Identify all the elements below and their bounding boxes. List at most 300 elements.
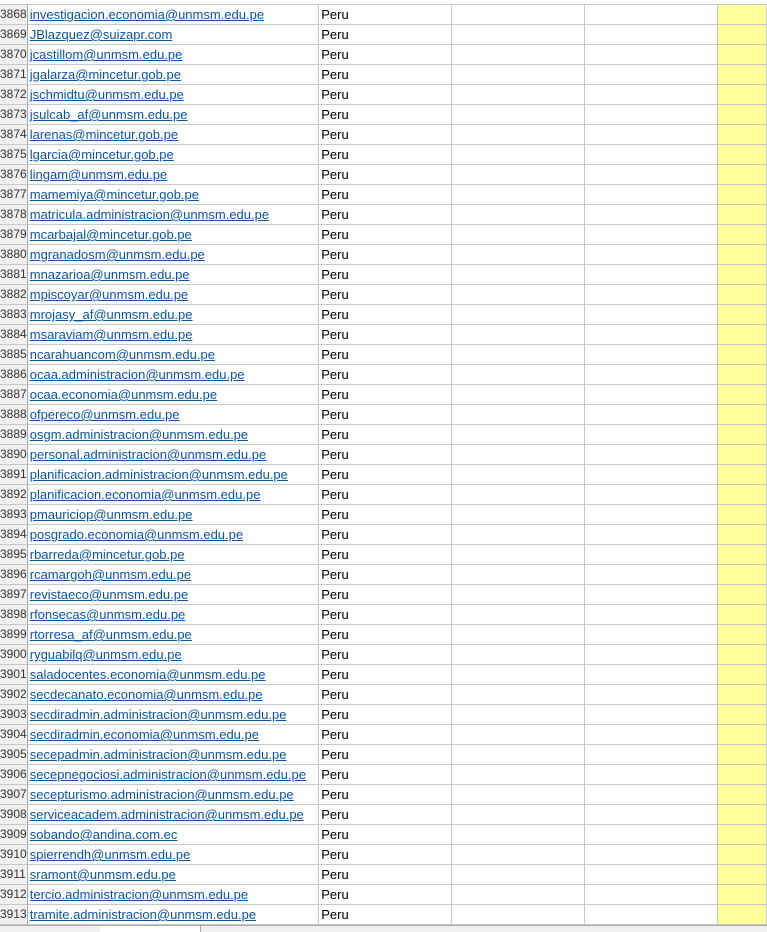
country-cell[interactable]: Peru	[319, 745, 452, 765]
country-cell[interactable]: Peru	[319, 125, 452, 145]
email-cell[interactable]	[28, 485, 319, 505]
country-cell[interactable]: Peru	[319, 85, 452, 105]
empty-cell[interactable]	[452, 585, 585, 605]
highlighted-cell[interactable]	[718, 845, 767, 865]
email-link[interactable]: tramite.administracion@unmsm.edu.pe	[29, 907, 257, 922]
empty-cell[interactable]	[585, 645, 718, 665]
highlighted-cell[interactable]	[718, 385, 767, 405]
email-cell[interactable]	[28, 405, 319, 425]
empty-cell[interactable]	[452, 285, 585, 305]
row-number[interactable]: 3881	[0, 265, 28, 285]
highlighted-cell[interactable]	[718, 165, 767, 185]
country-cell[interactable]: Peru	[319, 245, 452, 265]
country-cell[interactable]: Peru	[319, 505, 452, 525]
empty-cell[interactable]	[585, 265, 718, 285]
email-link[interactable]: ocaa.administracion@unmsm.edu.pe	[29, 367, 245, 382]
highlighted-cell[interactable]	[718, 665, 767, 685]
empty-cell[interactable]	[585, 485, 718, 505]
row-number[interactable]: 3885	[0, 345, 28, 365]
empty-cell[interactable]	[585, 365, 718, 385]
country-cell[interactable]: Peru	[319, 365, 452, 385]
highlighted-cell[interactable]	[718, 645, 767, 665]
row-number[interactable]: 3871	[0, 65, 28, 85]
email-cell[interactable]	[28, 525, 319, 545]
row-number[interactable]: 3893	[0, 505, 28, 525]
row-number[interactable]: 3868	[0, 5, 28, 25]
email-cell[interactable]	[28, 65, 319, 85]
row-number[interactable]: 3878	[0, 205, 28, 225]
email-link[interactable]: ncarahuancom@unmsm.edu.pe	[29, 347, 215, 362]
highlighted-cell[interactable]	[718, 85, 767, 105]
empty-cell[interactable]	[452, 85, 585, 105]
highlighted-cell[interactable]	[718, 145, 767, 165]
highlighted-cell[interactable]	[718, 485, 767, 505]
email-cell[interactable]	[28, 45, 319, 65]
empty-cell[interactable]	[452, 725, 585, 745]
country-cell[interactable]: Peru	[319, 825, 452, 845]
empty-cell[interactable]	[585, 705, 718, 725]
email-link[interactable]: secdiradmin.administracion@unmsm.edu.pe	[29, 707, 287, 722]
email-cell[interactable]	[28, 585, 319, 605]
row-number[interactable]: 3883	[0, 305, 28, 325]
email-link[interactable]: jschmidtu@unmsm.edu.pe	[29, 87, 184, 102]
country-cell[interactable]: Peru	[319, 345, 452, 365]
row-number[interactable]: 3886	[0, 365, 28, 385]
empty-cell[interactable]	[585, 425, 718, 445]
empty-cell[interactable]	[452, 545, 585, 565]
highlighted-cell[interactable]	[718, 305, 767, 325]
row-number[interactable]: 3904	[0, 725, 28, 745]
country-cell[interactable]: Peru	[319, 205, 452, 225]
highlighted-cell[interactable]	[718, 565, 767, 585]
country-cell[interactable]: Peru	[319, 565, 452, 585]
highlighted-cell[interactable]	[718, 25, 767, 45]
email-cell[interactable]	[28, 185, 319, 205]
country-cell[interactable]: Peru	[319, 385, 452, 405]
email-cell[interactable]	[28, 205, 319, 225]
empty-cell[interactable]	[585, 105, 718, 125]
empty-cell[interactable]	[585, 325, 718, 345]
country-cell[interactable]: Peru	[319, 425, 452, 445]
email-cell[interactable]	[28, 825, 319, 845]
sheet-tab-bar[interactable]	[0, 925, 767, 932]
email-cell[interactable]	[28, 605, 319, 625]
country-cell[interactable]: Peru	[319, 325, 452, 345]
email-link[interactable]: sobando@andina.com.ec	[29, 827, 178, 842]
email-cell[interactable]	[28, 625, 319, 645]
highlighted-cell[interactable]	[718, 685, 767, 705]
empty-cell[interactable]	[452, 225, 585, 245]
row-number[interactable]: 3907	[0, 785, 28, 805]
email-cell[interactable]	[28, 705, 319, 725]
highlighted-cell[interactable]	[718, 725, 767, 745]
email-cell[interactable]	[28, 645, 319, 665]
email-cell[interactable]	[28, 765, 319, 785]
empty-cell[interactable]	[452, 385, 585, 405]
country-cell[interactable]: Peru	[319, 605, 452, 625]
email-cell[interactable]	[28, 265, 319, 285]
email-link[interactable]: ryguabilq@unmsm.edu.pe	[29, 647, 182, 662]
empty-cell[interactable]	[452, 325, 585, 345]
empty-cell[interactable]	[452, 125, 585, 145]
empty-cell[interactable]	[585, 805, 718, 825]
email-link[interactable]: planificacion.administracion@unmsm.edu.pe	[29, 467, 288, 482]
highlighted-cell[interactable]	[718, 185, 767, 205]
highlighted-cell[interactable]	[718, 245, 767, 265]
empty-cell[interactable]	[452, 425, 585, 445]
empty-cell[interactable]	[585, 405, 718, 425]
email-link[interactable]: mamemiya@mincetur.gob.pe	[29, 187, 200, 202]
empty-cell[interactable]	[452, 365, 585, 385]
country-cell[interactable]: Peru	[319, 285, 452, 305]
highlighted-cell[interactable]	[718, 265, 767, 285]
row-number[interactable]: 3880	[0, 245, 28, 265]
highlighted-cell[interactable]	[718, 745, 767, 765]
email-link[interactable]: jsulcab_af@unmsm.edu.pe	[29, 107, 188, 122]
row-number[interactable]: 3884	[0, 325, 28, 345]
country-cell[interactable]: Peru	[319, 25, 452, 45]
highlighted-cell[interactable]	[718, 45, 767, 65]
empty-cell[interactable]	[585, 685, 718, 705]
empty-cell[interactable]	[585, 865, 718, 885]
email-cell[interactable]	[28, 345, 319, 365]
country-cell[interactable]: Peru	[319, 785, 452, 805]
country-cell[interactable]: Peru	[319, 45, 452, 65]
row-number[interactable]: 3890	[0, 445, 28, 465]
email-cell[interactable]	[28, 885, 319, 905]
email-cell[interactable]	[28, 285, 319, 305]
highlighted-cell[interactable]	[718, 545, 767, 565]
email-cell[interactable]	[28, 505, 319, 525]
country-cell[interactable]: Peru	[319, 545, 452, 565]
email-cell[interactable]	[28, 545, 319, 565]
empty-cell[interactable]	[585, 765, 718, 785]
country-cell[interactable]: Peru	[319, 145, 452, 165]
email-cell[interactable]	[28, 805, 319, 825]
email-link[interactable]: jgalarza@mincetur.gob.pe	[29, 67, 181, 82]
country-cell[interactable]: Peru	[319, 885, 452, 905]
highlighted-cell[interactable]	[718, 825, 767, 845]
empty-cell[interactable]	[585, 905, 718, 925]
sheet-tab-left[interactable]	[0, 926, 101, 932]
email-cell[interactable]	[28, 325, 319, 345]
row-number[interactable]: 3912	[0, 885, 28, 905]
email-cell[interactable]	[28, 445, 319, 465]
empty-cell[interactable]	[452, 105, 585, 125]
email-link[interactable]: jcastillom@unmsm.edu.pe	[29, 47, 183, 62]
empty-cell[interactable]	[585, 745, 718, 765]
empty-cell[interactable]	[585, 545, 718, 565]
empty-cell[interactable]	[452, 665, 585, 685]
country-cell[interactable]: Peru	[319, 845, 452, 865]
highlighted-cell[interactable]	[718, 785, 767, 805]
highlighted-cell[interactable]	[718, 325, 767, 345]
country-cell[interactable]: Peru	[319, 405, 452, 425]
empty-cell[interactable]	[452, 565, 585, 585]
email-link[interactable]: lgarcia@mincetur.gob.pe	[29, 147, 174, 162]
row-number[interactable]: 3910	[0, 845, 28, 865]
row-number[interactable]: 3897	[0, 585, 28, 605]
empty-cell[interactable]	[452, 785, 585, 805]
row-number[interactable]: 3906	[0, 765, 28, 785]
empty-cell[interactable]	[585, 145, 718, 165]
country-cell[interactable]: Peru	[319, 865, 452, 885]
highlighted-cell[interactable]	[718, 805, 767, 825]
email-cell[interactable]	[28, 905, 319, 925]
empty-cell[interactable]	[585, 585, 718, 605]
empty-cell[interactable]	[452, 205, 585, 225]
empty-cell[interactable]	[585, 345, 718, 365]
country-cell[interactable]: Peru	[319, 765, 452, 785]
email-cell[interactable]	[28, 865, 319, 885]
country-cell[interactable]: Peru	[319, 485, 452, 505]
row-number[interactable]: 3889	[0, 425, 28, 445]
highlighted-cell[interactable]	[718, 105, 767, 125]
row-number[interactable]: 3870	[0, 45, 28, 65]
email-link[interactable]: lingam@unmsm.edu.pe	[29, 167, 168, 182]
empty-cell[interactable]	[585, 205, 718, 225]
highlighted-cell[interactable]	[718, 405, 767, 425]
highlighted-cell[interactable]	[718, 465, 767, 485]
email-link[interactable]: msaraviam@unmsm.edu.pe	[29, 327, 193, 342]
email-link[interactable]: mrojasy_af@unmsm.edu.pe	[29, 307, 193, 322]
email-link[interactable]: secepnegociosi.administracion@unmsm.edu.pe	[29, 767, 306, 782]
empty-cell[interactable]	[452, 305, 585, 325]
highlighted-cell[interactable]	[718, 505, 767, 525]
country-cell[interactable]: Peru	[319, 525, 452, 545]
email-cell[interactable]	[28, 225, 319, 245]
row-number[interactable]: 3905	[0, 745, 28, 765]
country-cell[interactable]: Peru	[319, 465, 452, 485]
country-cell[interactable]: Peru	[319, 685, 452, 705]
row-number[interactable]: 3892	[0, 485, 28, 505]
email-cell[interactable]	[28, 685, 319, 705]
empty-cell[interactable]	[452, 825, 585, 845]
row-number[interactable]: 3872	[0, 85, 28, 105]
empty-cell[interactable]	[585, 445, 718, 465]
empty-cell[interactable]	[585, 605, 718, 625]
email-cell[interactable]	[28, 425, 319, 445]
row-number[interactable]: 3873	[0, 105, 28, 125]
row-number[interactable]: 3888	[0, 405, 28, 425]
email-cell[interactable]	[28, 105, 319, 125]
email-link[interactable]: rtorresa_af@unmsm.edu.pe	[29, 627, 192, 642]
country-cell[interactable]: Peru	[319, 665, 452, 685]
row-number[interactable]: 3901	[0, 665, 28, 685]
email-cell[interactable]	[28, 385, 319, 405]
email-link[interactable]: mgranadosm@unmsm.edu.pe	[29, 247, 205, 262]
country-cell[interactable]: Peru	[319, 185, 452, 205]
empty-cell[interactable]	[585, 225, 718, 245]
email-link[interactable]: pmauriciop@unmsm.edu.pe	[29, 507, 193, 522]
empty-cell[interactable]	[452, 625, 585, 645]
email-cell[interactable]	[28, 25, 319, 45]
highlighted-cell[interactable]	[718, 585, 767, 605]
empty-cell[interactable]	[585, 845, 718, 865]
empty-cell[interactable]	[585, 825, 718, 845]
empty-cell[interactable]	[585, 385, 718, 405]
row-number[interactable]: 3891	[0, 465, 28, 485]
country-cell[interactable]: Peru	[319, 905, 452, 925]
highlighted-cell[interactable]	[718, 865, 767, 885]
empty-cell[interactable]	[585, 665, 718, 685]
empty-cell[interactable]	[585, 625, 718, 645]
empty-cell[interactable]	[452, 265, 585, 285]
email-link[interactable]: osgm.administracion@unmsm.edu.pe	[29, 427, 249, 442]
country-cell[interactable]: Peru	[319, 445, 452, 465]
row-number[interactable]: 3894	[0, 525, 28, 545]
row-number[interactable]: 3908	[0, 805, 28, 825]
empty-cell[interactable]	[585, 785, 718, 805]
empty-cell[interactable]	[585, 65, 718, 85]
sheet-tab-active[interactable]	[100, 926, 201, 932]
empty-cell[interactable]	[585, 305, 718, 325]
email-link[interactable]: personal.administracion@unmsm.edu.pe	[29, 447, 267, 462]
empty-cell[interactable]	[452, 345, 585, 365]
empty-cell[interactable]	[585, 505, 718, 525]
highlighted-cell[interactable]	[718, 525, 767, 545]
empty-cell[interactable]	[585, 885, 718, 905]
email-link[interactable]: serviceacadem.administracion@unmsm.edu.pe	[29, 807, 304, 822]
empty-cell[interactable]	[452, 845, 585, 865]
empty-cell[interactable]	[452, 765, 585, 785]
empty-cell[interactable]	[452, 485, 585, 505]
empty-cell[interactable]	[452, 45, 585, 65]
row-number[interactable]: 3903	[0, 705, 28, 725]
email-link[interactable]: secepturismo.administracion@unmsm.edu.pe	[29, 787, 294, 802]
empty-cell[interactable]	[452, 505, 585, 525]
empty-cell[interactable]	[585, 125, 718, 145]
email-link[interactable]: ofpereco@unmsm.edu.pe	[29, 407, 180, 422]
email-cell[interactable]	[28, 665, 319, 685]
highlighted-cell[interactable]	[718, 285, 767, 305]
email-link[interactable]: JBlazquez@suizapr.com	[29, 27, 173, 42]
empty-cell[interactable]	[585, 725, 718, 745]
empty-cell[interactable]	[585, 245, 718, 265]
highlighted-cell[interactable]	[718, 705, 767, 725]
empty-cell[interactable]	[452, 165, 585, 185]
email-cell[interactable]	[28, 725, 319, 745]
highlighted-cell[interactable]	[718, 425, 767, 445]
email-link[interactable]: tercio.administracion@unmsm.edu.pe	[29, 887, 249, 902]
country-cell[interactable]: Peru	[319, 585, 452, 605]
empty-cell[interactable]	[452, 245, 585, 265]
empty-cell[interactable]	[452, 145, 585, 165]
email-cell[interactable]	[28, 5, 319, 25]
empty-cell[interactable]	[585, 165, 718, 185]
empty-cell[interactable]	[585, 5, 718, 25]
row-number[interactable]: 3887	[0, 385, 28, 405]
email-cell[interactable]	[28, 305, 319, 325]
empty-cell[interactable]	[585, 185, 718, 205]
email-link[interactable]: secepadmin.administracion@unmsm.edu.pe	[29, 747, 287, 762]
row-number[interactable]: 3874	[0, 125, 28, 145]
empty-cell[interactable]	[452, 5, 585, 25]
email-link[interactable]: mpiscoyar@unmsm.edu.pe	[29, 287, 189, 302]
highlighted-cell[interactable]	[718, 345, 767, 365]
email-link[interactable]: rfonsecas@unmsm.edu.pe	[29, 607, 186, 622]
email-link[interactable]: rcamargoh@unmsm.edu.pe	[29, 567, 192, 582]
email-link[interactable]: spierrendh@unmsm.edu.pe	[29, 847, 191, 862]
empty-cell[interactable]	[452, 465, 585, 485]
country-cell[interactable]: Peru	[319, 725, 452, 745]
highlighted-cell[interactable]	[718, 125, 767, 145]
email-link[interactable]: matricula.administracion@unmsm.edu.pe	[29, 207, 270, 222]
empty-cell[interactable]	[452, 525, 585, 545]
email-link[interactable]: larenas@mincetur.gob.pe	[29, 127, 179, 142]
email-link[interactable]: mnazarioa@unmsm.edu.pe	[29, 267, 190, 282]
country-cell[interactable]: Peru	[319, 305, 452, 325]
country-cell[interactable]: Peru	[319, 645, 452, 665]
email-link[interactable]: ocaa.economia@unmsm.edu.pe	[29, 387, 218, 402]
email-link[interactable]: secdecanato.economia@unmsm.edu.pe	[29, 687, 263, 702]
empty-cell[interactable]	[452, 705, 585, 725]
email-link[interactable]: investigacion.economia@unmsm.edu.pe	[29, 7, 265, 22]
empty-cell[interactable]	[585, 25, 718, 45]
highlighted-cell[interactable]	[718, 625, 767, 645]
row-number[interactable]: 3911	[0, 865, 28, 885]
empty-cell[interactable]	[452, 405, 585, 425]
highlighted-cell[interactable]	[718, 905, 767, 925]
row-number[interactable]: 3913	[0, 905, 28, 925]
email-cell[interactable]	[28, 845, 319, 865]
highlighted-cell[interactable]	[718, 765, 767, 785]
country-cell[interactable]: Peru	[319, 625, 452, 645]
empty-cell[interactable]	[452, 185, 585, 205]
highlighted-cell[interactable]	[718, 65, 767, 85]
empty-cell[interactable]	[585, 565, 718, 585]
empty-cell[interactable]	[452, 905, 585, 925]
empty-cell[interactable]	[452, 805, 585, 825]
row-number[interactable]: 3909	[0, 825, 28, 845]
email-cell[interactable]	[28, 125, 319, 145]
row-number[interactable]: 3896	[0, 565, 28, 585]
email-cell[interactable]	[28, 465, 319, 485]
highlighted-cell[interactable]	[718, 885, 767, 905]
empty-cell[interactable]	[452, 685, 585, 705]
country-cell[interactable]: Peru	[319, 105, 452, 125]
empty-cell[interactable]	[452, 25, 585, 45]
email-cell[interactable]	[28, 85, 319, 105]
email-link[interactable]: revistaeco@unmsm.edu.pe	[29, 587, 189, 602]
email-link[interactable]: saladocentes.economia@unmsm.edu.pe	[29, 667, 266, 682]
row-number[interactable]: 3895	[0, 545, 28, 565]
empty-cell[interactable]	[452, 745, 585, 765]
row-number[interactable]: 3875	[0, 145, 28, 165]
empty-cell[interactable]	[585, 85, 718, 105]
country-cell[interactable]: Peru	[319, 5, 452, 25]
country-cell[interactable]: Peru	[319, 265, 452, 285]
spreadsheet-grid[interactable]	[0, 5, 767, 925]
country-cell[interactable]: Peru	[319, 705, 452, 725]
highlighted-cell[interactable]	[718, 445, 767, 465]
empty-cell[interactable]	[452, 645, 585, 665]
email-cell[interactable]	[28, 565, 319, 585]
empty-cell[interactable]	[585, 465, 718, 485]
row-number[interactable]: 3902	[0, 685, 28, 705]
row-number[interactable]: 3869	[0, 25, 28, 45]
empty-cell[interactable]	[452, 605, 585, 625]
email-link[interactable]: secdiradmin.economia@unmsm.edu.pe	[29, 727, 259, 742]
row-number[interactable]: 3877	[0, 185, 28, 205]
country-cell[interactable]: Peru	[319, 65, 452, 85]
highlighted-cell[interactable]	[718, 365, 767, 385]
row-number[interactable]: 3882	[0, 285, 28, 305]
row-number[interactable]: 3876	[0, 165, 28, 185]
email-cell[interactable]	[28, 245, 319, 265]
email-cell[interactable]	[28, 785, 319, 805]
empty-cell[interactable]	[452, 885, 585, 905]
